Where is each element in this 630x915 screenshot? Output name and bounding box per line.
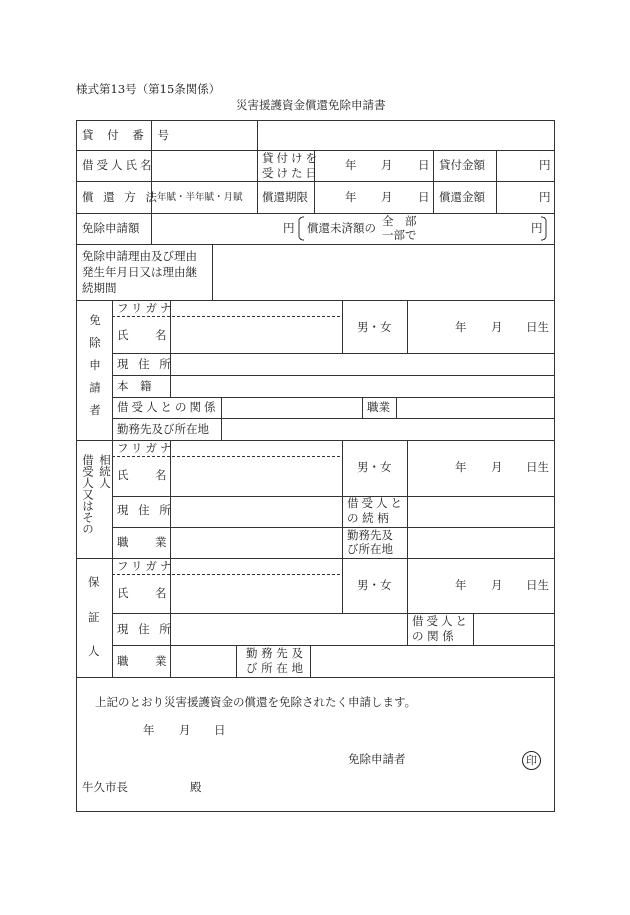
unpaid-prefix: 償還未済額の (307, 221, 376, 235)
guarantor-group-char-3: 人 (88, 644, 100, 658)
page-title: 災害援護資金償還免除申請書 (236, 98, 386, 112)
applicant-name-label-a: 氏 (117, 328, 129, 342)
reason-label-2: 発生年月日又は理由継 (82, 265, 197, 279)
applicant-workplace-label: 勤務先及び所在地 (117, 422, 209, 436)
guarantor-name-label-a: 氏 (117, 586, 129, 600)
heir-birth-year: 年 (455, 460, 467, 474)
reason-label-1: 免除申請理由及び理由 (82, 249, 197, 263)
applicant-address-label: 現 住 所 (117, 357, 174, 371)
applicant-relation-label: 借受人との関係 (117, 400, 219, 414)
guarantor-relation-label-1: 借受人と (412, 614, 470, 628)
guarantor-birth-day: 日生 (526, 578, 549, 592)
repay-method-label: 償 還 方 法 (82, 190, 160, 204)
heir-relation-label-1: 借受人と (347, 496, 405, 510)
repay-deadline-month: 月 (381, 190, 393, 204)
date-month: 月 (179, 723, 191, 737)
repaid-amount-yen: 円 (539, 190, 551, 204)
loan-date-label-2: 受けた日 (262, 166, 320, 180)
heir-work-label-1: 勤務先及 (347, 528, 393, 542)
guarantor-relation-label-2: の 関 係 (412, 629, 454, 643)
addressee: 牛久市長 (82, 780, 128, 794)
applicant-name-field[interactable] (172, 318, 341, 352)
guarantor-address-label: 現 住 所 (117, 622, 174, 636)
borrower-name-label: 借受人氏名 (82, 158, 155, 172)
applicant-furigana-label: フリガナ (117, 301, 175, 315)
heir-name-label-b: 名 (155, 468, 167, 482)
applicant-occupation-label: 職業 (367, 400, 390, 414)
loan-amount-label: 貸付金額 (439, 158, 485, 172)
reason-label-3: 続期間 (82, 281, 117, 295)
heir-group-label-2: 借受人又はその (81, 454, 95, 535)
applicant-birth-year: 年 (455, 320, 467, 334)
loan-date-year: 年 (345, 158, 357, 172)
heir-gender[interactable]: 男・女 (357, 460, 392, 474)
guarantor-occupation-label-a: 職 (117, 654, 129, 668)
heir-birth-day: 日生 (526, 460, 549, 474)
seal-icon: 印 (522, 751, 541, 770)
heir-occupation-label-a: 職 (117, 535, 129, 549)
heir-relation-label-2: の 続 柄 (347, 511, 389, 525)
guarantor-name-label-b: 名 (155, 586, 167, 600)
guarantor-work-label-2: び 所 在 地 (246, 661, 303, 675)
repay-deadline-year: 年 (345, 190, 357, 204)
date-day: 日 (214, 723, 226, 737)
loan-date-day: 日 (418, 158, 430, 172)
borrower-name-field[interactable] (153, 152, 256, 180)
loan-amount-yen: 円 (539, 158, 551, 172)
loan-date-month: 月 (381, 158, 393, 172)
applicant-gender[interactable]: 男・女 (357, 320, 392, 334)
heir-furigana-label: フリガナ (117, 441, 175, 455)
heir-birth-month: 月 (491, 460, 503, 474)
exempt-amount-yen: 円 (283, 221, 295, 235)
application-statement: 上記のとおり災害援護資金の償還を免除されたく申請します。 (95, 695, 417, 709)
guarantor-group-char-2: 証 (88, 610, 100, 624)
guarantor-occupation-label-b: 業 (155, 654, 167, 668)
repay-method-options[interactable]: 年賦・半年賦・月賦 (157, 192, 243, 203)
applicant-birth-month: 月 (491, 320, 503, 334)
guarantor-gender[interactable]: 男・女 (357, 578, 392, 592)
unpaid-all[interactable]: 全 部 (382, 214, 417, 228)
form-number: 様式第13号（第15条関係） (76, 82, 221, 96)
exempt-amount-label: 免除申請額 (82, 221, 140, 235)
repay-deadline-day: 日 (418, 190, 430, 204)
repay-deadline-label: 償還期限 (262, 190, 308, 204)
repaid-amount-label: 償還金額 (439, 190, 485, 204)
unpaid-yen: 円 (531, 221, 543, 235)
applicant-signature-label: 免除申請者 (348, 752, 406, 766)
heir-address-label: 現 住 所 (117, 503, 174, 517)
loan-number-label: 貸 付 番 号 (82, 128, 174, 142)
guarantor-group-char-1: 保 (88, 575, 100, 589)
applicant-name-label-b: 名 (155, 328, 167, 342)
guarantor-birth-year: 年 (455, 578, 467, 592)
applicant-group-label: 免除申請者 (88, 314, 102, 427)
guarantor-work-label-1: 勤 務 先 及 (246, 646, 303, 660)
loan-date-label-1: 貸付けを (262, 151, 320, 165)
guarantor-birth-month: 月 (491, 578, 503, 592)
heir-occupation-label-b: 業 (155, 535, 167, 549)
heir-name-label-a: 氏 (117, 468, 129, 482)
reason-field[interactable] (214, 246, 554, 299)
date-year: 年 (143, 723, 155, 737)
guarantor-furigana-label: フリガナ (117, 559, 175, 573)
heir-group-label-1: 相続人 (98, 454, 112, 489)
applicant-birth-day: 日生 (526, 320, 549, 334)
loan-number-field[interactable] (153, 122, 256, 149)
honorific: 殿 (190, 780, 202, 794)
applicant-domicile-label: 本 籍 (117, 379, 152, 393)
heir-work-label-2: び所在地 (347, 542, 393, 556)
unpaid-partial[interactable]: 一部で (382, 228, 417, 242)
